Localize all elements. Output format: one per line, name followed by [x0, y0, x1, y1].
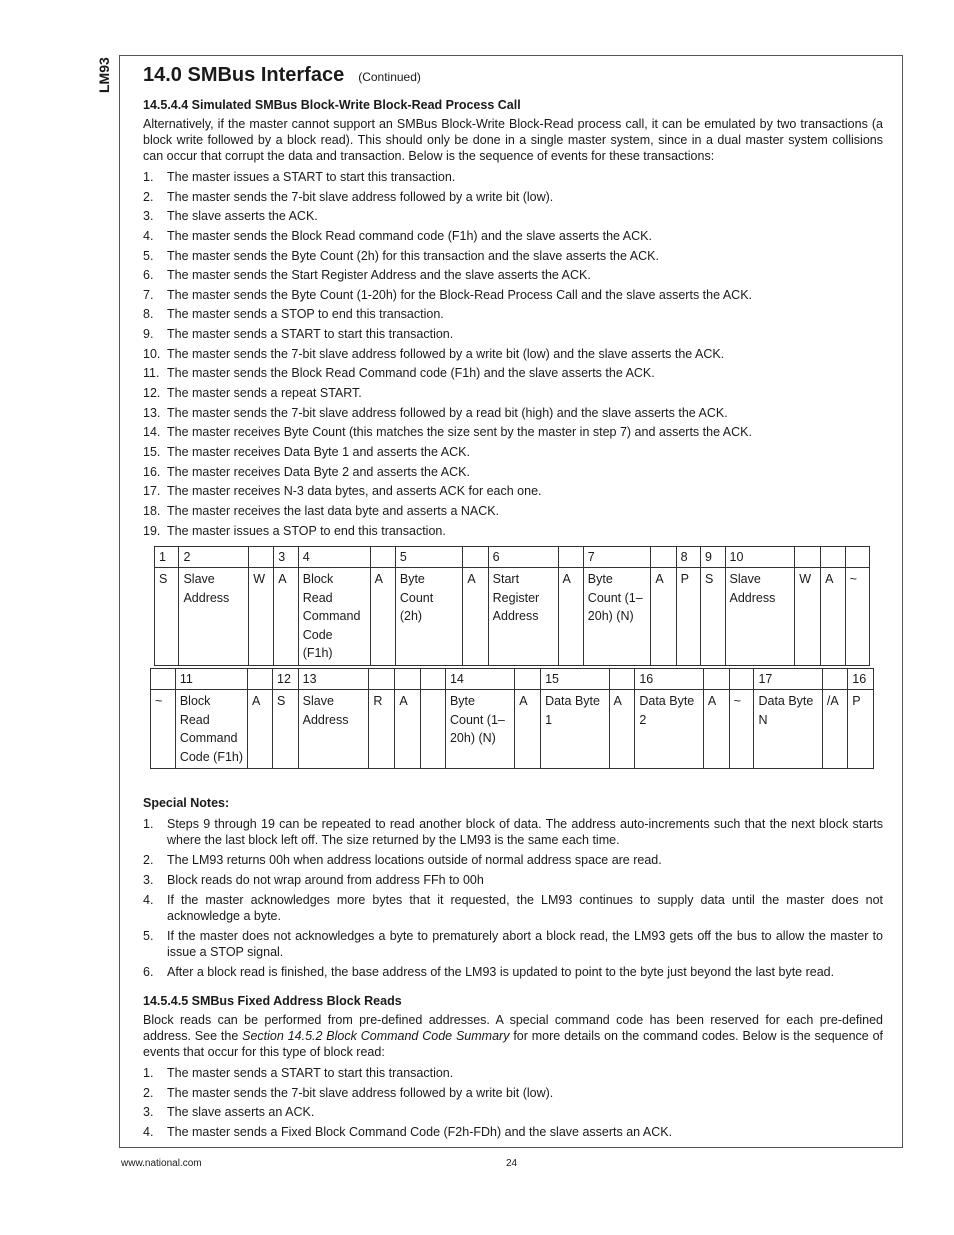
table-field-cell: P — [848, 690, 874, 769]
list-item-number: 19. — [143, 523, 161, 538]
table-field-cell: Byte Count (1–20h) (N) — [583, 568, 651, 666]
table-field-cell: A — [703, 690, 729, 769]
list-item-text: After a block read is finished, the base address of the LM93 is updated to point to the byte just beyond the last byte read. — [167, 965, 835, 979]
list-item — [143, 345, 883, 365]
list-item — [143, 188, 883, 208]
page-title: 14.0 SMBus Interface — [143, 64, 345, 86]
list-item-number: 4. — [143, 893, 154, 907]
list-item — [143, 1123, 883, 1143]
list-item-text: Block reads do not wrap around from address FFh to 00h — [167, 873, 484, 887]
list-item — [143, 423, 883, 443]
table-field-cell: A — [370, 568, 395, 666]
list-item — [143, 443, 883, 463]
list-item-text: The master receives the last data byte and asserts a NACK. — [167, 503, 500, 518]
table-number-cell: 3 — [274, 547, 298, 568]
list-item-number: 4. — [143, 1124, 154, 1139]
table-field-cell: ~ — [151, 690, 176, 769]
list-item-number: 12. — [143, 386, 161, 401]
list-item — [143, 964, 883, 980]
intro-text-a: Block reads can be performed from pre-defined addresses. A special command code has been reserved for each pre-defined address. See the — [143, 1013, 883, 1043]
table-field-cell: A — [558, 568, 583, 666]
table-number-cell: 12 — [273, 669, 299, 690]
list-item-number: 4. — [143, 228, 154, 243]
table-field-cell: A — [515, 690, 541, 769]
table-field-cell: Slave Address — [725, 568, 795, 666]
list-item — [143, 266, 883, 286]
table-number-cell: 16 — [848, 669, 874, 690]
list-item-number: 13. — [143, 405, 161, 420]
table-number-cell — [395, 669, 421, 690]
list-item — [143, 872, 883, 888]
list-item — [143, 463, 883, 483]
list-item-text: The master sends the Start Register Address and the slave asserts the ACK. — [167, 268, 591, 283]
list-item — [143, 816, 883, 848]
table-number-cell: 2 — [179, 547, 249, 568]
list-item — [143, 1084, 883, 1104]
list-item-number: 8. — [143, 307, 154, 322]
table-number-cell — [421, 669, 446, 690]
list-item — [143, 852, 883, 868]
list-item — [143, 247, 883, 267]
continued-label: (Continued) — [358, 70, 421, 84]
table-number-cell: 16 — [635, 669, 703, 690]
table-number-cell: 6 — [488, 547, 558, 568]
table-field-cell: P — [676, 568, 700, 666]
list-item-text: The master sends the Byte Count (1-20h) for the Block-Read Process Call and the slave asserts the ACK. — [167, 287, 753, 302]
list-item-text: The master sends the Byte Count (2h) for this transaction and the slave asserts the ACK. — [167, 248, 659, 263]
sequence-table-1 — [154, 546, 870, 666]
table-field-cell: S — [273, 690, 299, 769]
list-item-text: The master sends the 7-bit slave address followed by a write bit (low). — [167, 189, 554, 204]
list-item-text: The master issues a START to start this transaction. — [167, 170, 456, 184]
list-item-text: The master receives Data Byte 2 and asserts the ACK. — [167, 464, 470, 479]
list-item-number: 1. — [143, 170, 154, 184]
table-number-cell — [729, 669, 754, 690]
list-item-text: The master sends a STOP to end this transaction. — [167, 307, 444, 322]
table-field-cell: Data Byte N — [754, 690, 822, 769]
list-item — [143, 928, 883, 960]
table-number-cell — [515, 669, 541, 690]
list-item-text: The master sends the 7-bit slave address followed by a write bit (low). — [167, 1085, 554, 1100]
table-number-cell — [248, 669, 273, 690]
table-field-cell: S — [155, 568, 179, 666]
table-field-cell: Block Read Command Code (F1h) — [298, 568, 370, 666]
list-item-number: 18. — [143, 503, 161, 518]
list-item-number: 2. — [143, 853, 154, 867]
section-1 — [143, 64, 883, 541]
step-list-2 — [143, 1064, 883, 1143]
table-number-cell — [151, 669, 176, 690]
table-number-cell: 4 — [298, 547, 370, 568]
table-field-cell: A — [609, 690, 635, 769]
list-item-number: 3. — [143, 209, 154, 224]
list-item — [143, 1103, 883, 1123]
table-field-cell: S — [701, 568, 725, 666]
table-field-cell: ~ — [729, 690, 754, 769]
table-number-cell: 7 — [583, 547, 651, 568]
table-field-cell: A — [463, 568, 488, 666]
list-item-number: 14. — [143, 425, 161, 440]
list-item — [143, 305, 883, 325]
list-item-text: The master sends a START to start this transaction. — [167, 327, 454, 342]
table-number-cell: 14 — [445, 669, 514, 690]
list-item-number: 6. — [143, 965, 154, 979]
list-item-text: The master sends the 7-bit slave address followed by a read bit (high) and the slave asserts the ACK. — [167, 405, 728, 420]
list-item-text: If the master acknowledges more bytes that it requested, the LM93 continues to supply data until the master does not acknowledge a byte. — [167, 893, 883, 923]
table-number-cell — [369, 669, 395, 690]
list-item-number: 7. — [143, 287, 154, 302]
sequence-table-2 — [150, 668, 874, 769]
list-item-number: 5. — [143, 929, 154, 943]
table-field-cell: Slave Address — [179, 568, 249, 666]
table-number-cell — [463, 547, 488, 568]
list-item-text: The master sends the Block Read Command code (F1h) and the slave asserts the ACK. — [167, 366, 655, 381]
part-number-label: LM93 — [96, 57, 112, 93]
title-row — [143, 64, 883, 94]
step-list — [143, 168, 883, 541]
table-field-cell: Byte Count (2h) — [395, 568, 463, 666]
table-number-cell — [651, 547, 676, 568]
table-field-cell: A — [821, 568, 845, 666]
list-item-text: The master receives Byte Count (this matches the size sent by the master in step 7) and asserts the ACK. — [167, 425, 752, 440]
list-item-number: 2. — [143, 1085, 154, 1100]
table-number-cell — [821, 547, 845, 568]
list-item-text: The master sends the Block Read command code (F1h) and the slave asserts the ACK. — [167, 228, 652, 243]
table-field-cell: Start Register Address — [488, 568, 558, 666]
footer-page-number: 24 — [506, 1158, 518, 1169]
table-number-cell: 1 — [155, 547, 179, 568]
section-2 — [143, 990, 883, 1143]
table-field-cell: /A — [822, 690, 847, 769]
list-item-text: The master sends a Fixed Block Command Code (F2h-FDh) and the slave asserts an ACK. — [167, 1124, 673, 1139]
table-number-cell — [558, 547, 583, 568]
list-item-text: The master sends the 7-bit slave address followed by a write bit (low) and the slave asserts the ACK. — [167, 346, 725, 361]
list-item-number: 6. — [143, 268, 154, 283]
list-item-text: The LM93 returns 00h when address locations outside of normal address space are read. — [167, 853, 662, 867]
list-item-text: Steps 9 through 19 can be repeated to read another block of data. The address auto-increments such that the next block starts where the last block left off. The size returned by the LM93 is the same each time. — [167, 817, 883, 847]
special-notes — [143, 793, 883, 984]
list-item-text: The master receives N-3 data bytes, and asserts ACK for each one. — [167, 484, 542, 499]
list-item-text: If the master does not acknowledges a byte to prematurely abort a block read, the LM93 gets off the bus to allow the master to issue a STOP signal. — [167, 929, 883, 959]
table-number-cell: 9 — [701, 547, 725, 568]
list-item-number: 16. — [143, 464, 161, 479]
list-item-number: 10. — [143, 346, 161, 361]
list-item-text: The master sends a repeat START. — [167, 386, 362, 401]
table-number-cell — [703, 669, 729, 690]
list-item-text: The slave asserts an ACK. — [167, 1105, 315, 1120]
list-item — [143, 168, 883, 188]
table-field-cell: Data Byte 1 — [541, 690, 609, 769]
table-field-cell: Data Byte 2 — [635, 690, 703, 769]
section-reference-link[interactable]: Section 14.5.2 Block Command Code Summary — [242, 1029, 510, 1043]
list-item — [143, 364, 883, 384]
list-item — [143, 892, 883, 924]
list-item-number: 3. — [143, 1105, 154, 1120]
list-item-number: 11. — [143, 366, 160, 381]
table-field-cell: Slave Address — [298, 690, 369, 769]
table-field-cell: A — [651, 568, 676, 666]
table-field-cell: A — [274, 568, 298, 666]
footer-website[interactable]: www.national.com — [121, 1158, 202, 1169]
list-item — [143, 1064, 883, 1084]
list-item — [143, 482, 883, 502]
table-number-cell: 13 — [298, 669, 369, 690]
table-field-cell — [421, 690, 446, 769]
list-item-text: The slave asserts the ACK. — [167, 209, 318, 224]
intro-text-b: for more details on the command codes. Below is the sequence of events that occur for this type of block read: — [143, 1029, 884, 1059]
list-item-number: 15. — [143, 444, 161, 459]
table-number-cell: 15 — [541, 669, 609, 690]
table-field-cell: Block Read Command Code (F1h) — [175, 690, 247, 769]
list-item-number: 1. — [143, 1066, 154, 1080]
table-number-cell — [249, 547, 274, 568]
list-item — [143, 207, 883, 227]
table-number-cell: 8 — [676, 547, 700, 568]
table-field-cell: A — [395, 690, 421, 769]
table-number-cell — [822, 669, 847, 690]
table-number-cell: 17 — [754, 669, 822, 690]
list-item — [143, 404, 883, 424]
table-number-cell: 11 — [175, 669, 247, 690]
section-heading: 14.5.4.4 Simulated SMBus Block-Write Block-Read Process Call — [143, 98, 521, 112]
list-item-number: 5. — [143, 248, 154, 263]
table-number-cell — [845, 547, 869, 568]
table-number-cell — [370, 547, 395, 568]
list-item-text: The master receives Data Byte 1 and asserts the ACK. — [167, 444, 470, 459]
table-number-cell — [609, 669, 635, 690]
list-item — [143, 522, 883, 542]
table-field-cell: Byte Count (1–20h) (N) — [445, 690, 514, 769]
table-field-cell: W — [249, 568, 274, 666]
list-item-number: 1. — [143, 817, 154, 831]
section-2-heading: 14.5.4.5 SMBus Fixed Address Block Reads — [143, 994, 402, 1008]
table-field-cell: A — [248, 690, 273, 769]
list-item — [143, 325, 883, 345]
table-field-cell: R — [369, 690, 395, 769]
table-number-cell: 10 — [725, 547, 795, 568]
list-item — [143, 502, 883, 522]
list-item-number: 9. — [143, 327, 154, 342]
list-item — [143, 384, 883, 404]
table-field-cell: ~ — [845, 568, 869, 666]
list-item — [143, 227, 883, 247]
list-item-text: The master sends a START to start this transaction. — [167, 1066, 454, 1080]
section-2-intro — [143, 1012, 883, 1060]
list-item-text: The master issues a STOP to end this transaction. — [167, 523, 446, 538]
notes-heading: Special Notes: — [143, 796, 230, 810]
section-intro: Alternatively, if the master cannot support an SMBus Block-Write Block-Read process call, it can be emulated by two transactions (a block write followed by a block read). This should only be done in a single master system, since in a dual master system collisions can occur that corrupt the data and transaction. Below is the sequence of events for these transactions: — [143, 117, 883, 163]
list-item-number: 2. — [143, 189, 154, 204]
table-number-cell: 5 — [395, 547, 463, 568]
table-number-cell — [795, 547, 821, 568]
list-item — [143, 286, 883, 306]
list-item-number: 3. — [143, 873, 154, 887]
list-item-number: 17. — [143, 484, 161, 499]
notes-list — [143, 816, 883, 980]
table-field-cell: W — [795, 568, 821, 666]
